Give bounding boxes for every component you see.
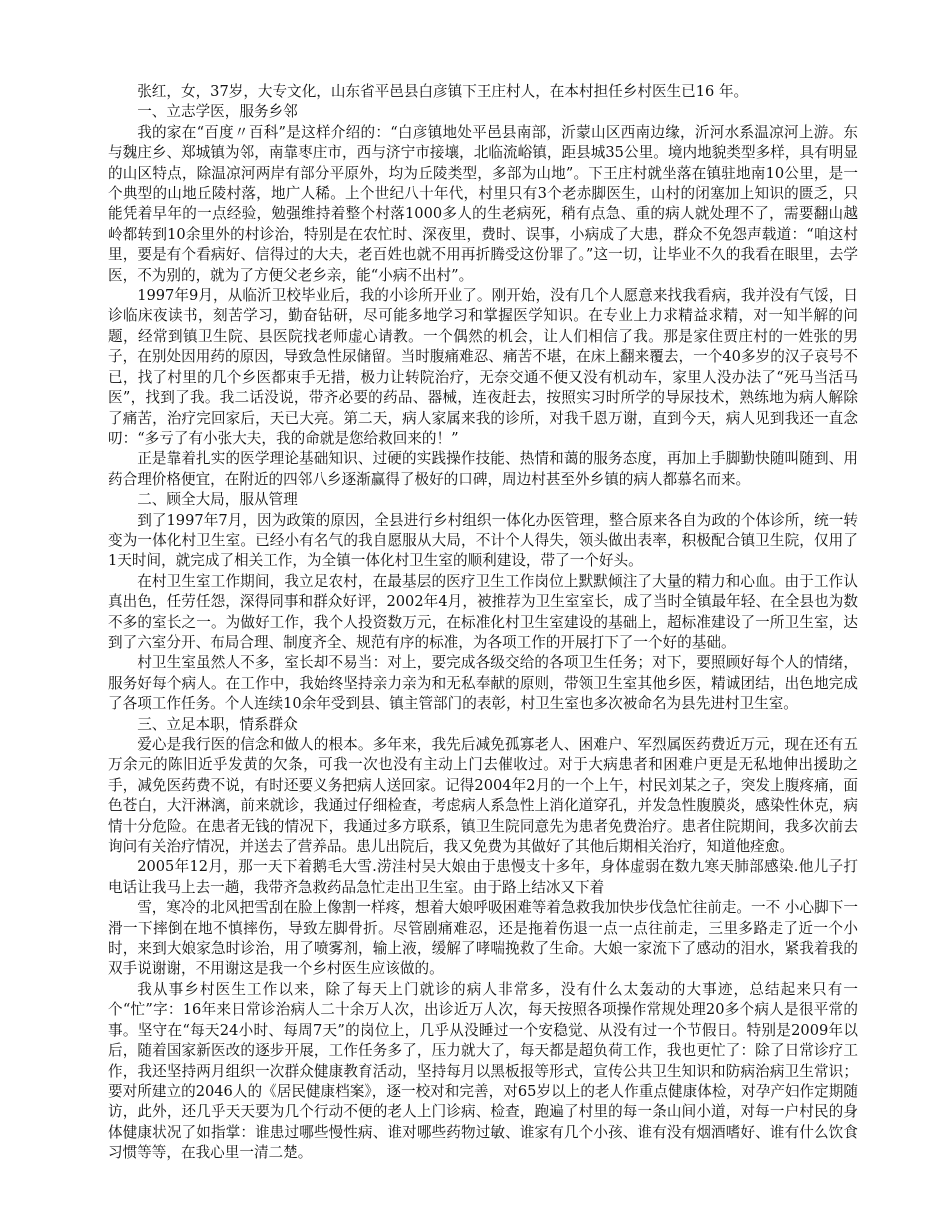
section-1-paragraph-2: 1997年9月，从临沂卫校毕业后，我的小诊所开业了。刚开始，没有几个人愿意来找我看病，我并没有气馁，日诊临床夜读书，刻苦学习，勤奋钻研，尽可能多地学习和掌握医学知识。在专业上力求精益求精，对一知半解的问题，经常到镇卫生院、县医院找老师虚心请教。一个偶然的机会，让人们相信了我。那是家住贾庄村的一姓张的男子，在别处因用药的原因，导致急性尿储留。当时腹痛难忍、痛苦不堪，在床上翻来覆去，一个40多岁的汉子哀号不已，找了村里的几个乡医都束手无措，极力让转院治疗，无奈交通不便又没有机动车，家里人没办法了“死马当活马医”，找到了我。我二话没说，带齐必要的药品、器械，连夜赶去，按照实习时所学的导尿技术，熟练地为病人解除了痛苦，治疗完回家后，天已大亮。第二天，病人家属来我的诊所，对我千恩万谢，直到今天，病人见到我还一直念叨：“多亏了有小张大夫，我的命就是您给救回来的！” [108,287,858,447]
document-page [108,82,858,1164]
section-3-paragraph-3: 雪，寒冷的北风把雪刮在脸上像割一样疼，想着大娘呼吸困难等着急救我加快步伐急忙往前走。一不 小心脚下一滑一下摔倒在地不慎摔伤，导致左脚骨折。尽管剧痛难忍，还是拖着伤退一点一点往前走，三里多路走了近一个小时，来到大娘家急时诊治，用了喷雾剂，输上液，缓解了哮喘挽救了生命。大娘一家流下了感动的泪水，紧我着我的双手说谢谢，不用谢这是我一个乡村医生应该做的。 [108,899,858,978]
section-1-paragraph-3: 正是靠着扎实的医学理论基础知识、过硬的实践操作技能、热情和蔼的服务态度，再加上手脚勤快随叫随到、用药合理价格便宜，在附近的四邻八乡逐渐赢得了极好的口碑，周边村甚至外乡镇的病人都慕名而来。 [108,450,858,488]
section-1-heading: 一、立志学医，服务乡邻 [137,103,298,121]
section-3-heading: 三、立足本职，情系群众 [137,715,298,733]
section-3-paragraph-2: 2005年12月，那一天下着鹅毛大雪.涝洼村吴大娘由于患慢支十多年，身体虚弱在数九寒天肺部感染.他儿子打电话让我马上去一趟，我带齐急救药品急忙走出卫生室。由于路上结冰又下着 [108,858,858,896]
section-2-paragraph-1: 到了1997年7月，因为政策的原因，全县进行乡村组织一体化办医管理，整合原来各自为政的个体诊所，统一转变为一体化村卫生室。已经小有名气的我自愿服从大局，不计个人得失，领头做出表率，积极配合镇卫生院，仅用了1天时间，就完成了相关工作，为全镇一体化村卫生室的顺利建设，带了一个好头。 [108,511,858,570]
section-2-paragraph-2: 在村卫生室工作期间，我立足农村，在最基层的医疗卫生工作岗位上默默倾注了大量的精力和心血。由于工作认真出色，任劳任怨，深得同事和群众好评，2002年4月，被推荐为卫生室室长，成了当时全镇最年轻、在全县也为数不多的室长之一。为做好工作，我个人投资数万元，在标准化村卫生室建设的基础上，超标准建设了一所卫生室，达到了六室分开、布局合理、制度齐全、规范有序的标准，为各项工作的开展打下了一个好的基础。 [108,572,858,651]
section-3-paragraph-1: 爱心是我行医的信念和做人的根本。多年来，我先后减免孤寡老人、困难户、军烈属医药费近万元，现在还有五万余元的陈旧近乎发黄的欠条，可我一次也没有主动上门去催收过。对于大病患者和困难户更是无私地伸出援助之手，减免医药费不说，有时还要义务把病人送回家。记得2004年2月的一个上午，村民刘某之子，突发上腹疼痛，面色苍白，大汗淋漓，前来就诊，我通过仔细检查，考虑病人系急性上消化道穿孔，并发急性腹膜炎，感染性休克，病情十分危险。在患者无钱的情况下，我通过多方联系，镇卫生院同意先为患者免费治疗。患者住院期间，我多次前去询问有关治疗情况，并送去了营养品。患儿出院后，我又免费为其做好了其他后期相关治疗，知道他痊愈。 [108,736,858,856]
section-2-heading: 二、顾全大局，服从管理 [137,491,298,509]
section-2-paragraph-3: 村卫生室虽然人不多，室长却不易当：对上，要完成各级交给的各项卫生任务；对下，要照顾好每个人的情绪，服务好每个病人。在工作中，我始终坚持亲力亲为和无私奉献的原则，带领卫生室其他乡医，精诚团结，出色地完成了各项工作任务。个人连续10余年受到县、镇主管部门的表彰，村卫生室也多次被命名为县先进村卫生室。 [108,654,858,713]
section-1-paragraph-1: 我的家在“百度〃百科”是这样介绍的：“白彦镇地处平邑县南部，沂蒙山区西南边缘，沂河水系温凉河上游。东与魏庄乡、郑城镇为邻，南靠枣庄市，西与济宁市接壤，北临流峪镇，距县城35公里。境内地貌类型多样，具有明显的山区特点，除温凉河两岸有部分平原外，均为丘陵类型，多部为山地”。下王庄村就坐落在镇驻地南10公里，是一个典型的山地丘陵村落，地广人稀。上个世纪八十年代，村里只有3个老赤脚医生，山村的闭塞加上知识的匮乏，只能凭着早年的一点经验，勉强维持着整个村落1000多人的生老病死，稍有点急、重的病人就处理不了，需要翻山越岭都转到10余里外的村诊治，特别是在农忙时、深夜里，费时、误事，小病成了大患，群众不免怨声载道：“咱这村里，要是有个看病好、信得过的大夫，老百姓也就不用再折腾受这份罪了。”这一切，让毕业不久的我看在眼里，去学医，不为别的，就为了方便父老乡亲，能“小病不出村”。 [108,123,858,284]
section-3-paragraph-4: 我从事乡村医生工作以来，除了每天上门就诊的病人非常多，没有什么太轰动的大事迹，总结起来只有一个“忙”字：16年来日常诊治病人二十余万人次，出诊近万人次，每天按照各项操作常规处理20多个病人是很平常的事。坚守在“每天24小时、每周7天”的岗位上，几乎从没睡过一个安稳觉、从没有过一个节假日。特别是2009年以后，随着国家新医改的逐步开展，工作任务多了，压力就大了，每天都是超负荷工作，我也更忙了：除了日常诊疗工作，我还坚持两月组织一次群众健康教育活动，坚持每月以黑板报等形式，宣传公共卫生知识和防病治病卫生常识；要对所建立的2046人的《居民健康档案》，逐一校对和完善，对65岁以上的老人作重点健康体检，对孕产妇作定期随访，此外，还几乎天天要为几个行动不便的老人上门诊病、检查，跑遍了村里的每一条山间小道，对每一户村民的身体健康状况了如指掌：谁患过哪些慢性病、谁对哪些药物过敏、谁家有几个小孩、谁有没有烟酒嗜好、谁有什么饮食习惯等等，在我心里一清二楚。 [108,980,858,1162]
intro-paragraph: 张红，女，37岁，大专文化，山东省平邑县白彦镇下王庄村人，在本村担任乡村医生已16 年。 [137,83,749,100]
